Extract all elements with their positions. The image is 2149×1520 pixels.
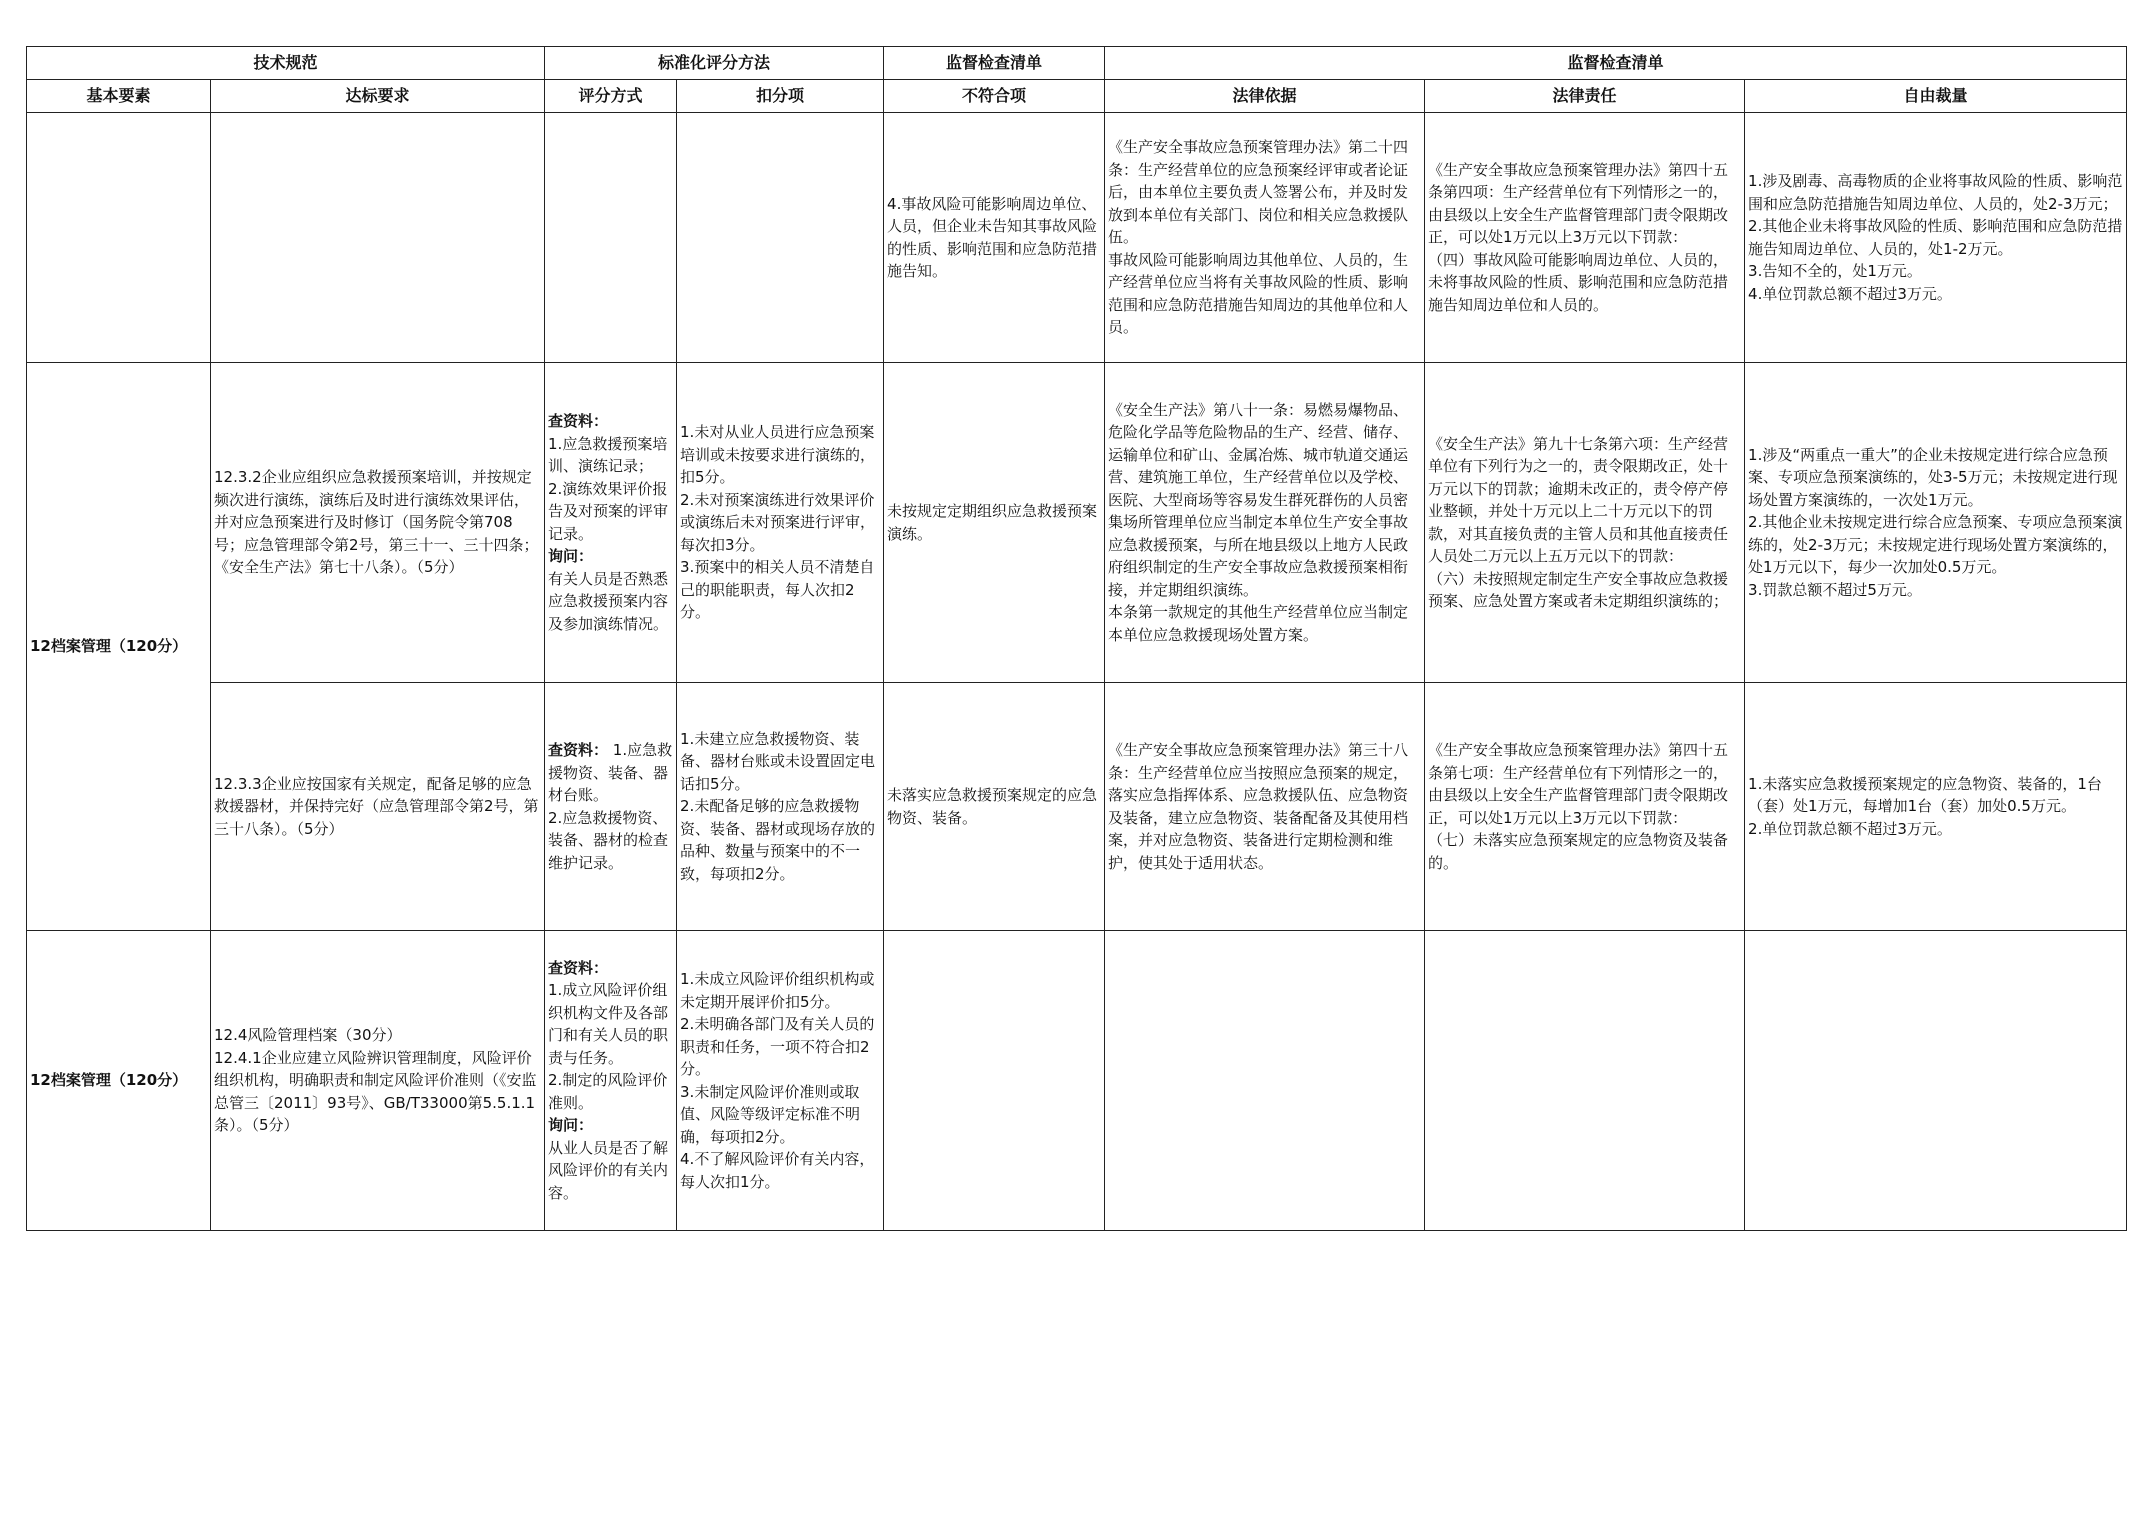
method-label: 查资料： 1.应急救援物资、装备、器材台账。	[548, 741, 673, 804]
method-line: 1.应急救援预案培训、演练记录；	[548, 434, 668, 475]
legal-basis-cell	[1105, 363, 1425, 683]
text-line: 4.事故风险可能影响周边单位、人员，但企业未告知其事故风险的性质、影响范围和应急防范措施告知。	[887, 194, 1098, 280]
noncompliance-text	[887, 193, 1101, 283]
text-line: 2.未配备足够的应急救援物资、装备、器材或现场存放的品种、数量与预案中的不一致，每项扣2分。	[680, 797, 876, 883]
discretion-text	[1748, 773, 2123, 841]
requirement-text	[214, 773, 541, 841]
deduction-cell	[677, 931, 884, 1231]
legal-liability-text	[1428, 739, 1741, 874]
inspection-table	[26, 46, 2127, 1231]
method-cell	[545, 363, 677, 683]
text-line: 12.3.2企业应组织应急救援预案培训，并按规定频次进行演练，演练后及时进行演练效果评估，并对应急预案进行及时修订（国务院令第708号；应急管理部令第2号，第三十一、三十四条；《安全生产法》第七十八条）。（5分）	[214, 468, 539, 577]
method-line: 从业人员是否了解风险评价的有关内容。	[548, 1138, 669, 1202]
legal-liability-cell	[1425, 363, 1745, 683]
text-line: 未落实应急救援预案规定的应急物资、装备。	[887, 786, 1098, 827]
noncompliance-cell	[884, 683, 1105, 931]
method-cell	[545, 931, 677, 1231]
text-line: （四）事故风险可能影响周边单位、人员的，未将事故风险的性质、影响范围和应急防范措施告知周边单位和人员的。	[1428, 250, 1729, 314]
noncompliance-text	[887, 784, 1101, 829]
text-line: 2.未明确各部门及有关人员的职责和任务，一项不符合扣2分。	[680, 1015, 875, 1078]
text-line: （七）未落实应急预案规定的应急物资及装备的。	[1428, 831, 1729, 872]
header-discretion: 自由裁量	[1745, 80, 2127, 113]
legal-basis-text	[1108, 739, 1421, 874]
text-line: 3.预案中的相关人员不清楚自己的职能职责，每人次扣2分。	[680, 558, 875, 622]
header-group-score: 标准化评分方法	[545, 47, 884, 80]
discretion-cell	[1745, 931, 2127, 1231]
header-deduction: 扣分项	[677, 80, 884, 113]
text-line: 1.未建立应急救援物资、装备、器材台账或未设置固定电话扣5分。	[680, 729, 876, 793]
method-cell	[545, 683, 677, 931]
header-method: 评分方式	[545, 80, 677, 113]
discretion-cell	[1745, 683, 2127, 931]
requirement-text	[214, 1024, 541, 1137]
text-line: 3.告知不全的，处1万元。	[1748, 262, 1922, 280]
table-row	[27, 931, 2127, 1231]
header-group-check-1: 监督检查清单	[884, 47, 1105, 80]
requirement-text	[214, 466, 541, 579]
header-group-tech: 技术规范	[27, 47, 545, 80]
method-text	[548, 410, 673, 635]
text-line: 1.涉及“两重点一重大”的企业未按规定进行综合应急预案、专项应急预案演练的，处3-5万元；未按规定进行现场处置方案演练的，一次处1万元。	[1748, 445, 2118, 509]
table-row	[27, 113, 2127, 363]
legal-basis-cell	[1105, 113, 1425, 363]
header-element: 基本要素	[27, 80, 211, 113]
element-cell: 12档案管理（120分）	[27, 363, 211, 931]
method-text	[548, 739, 673, 874]
requirement-cell	[211, 683, 545, 931]
element-cell	[27, 113, 211, 363]
text-line: （六）未按照规定制定生产安全事故应急救援预案、应急处置方案或者未定期组织演练的；	[1428, 569, 1729, 610]
discretion-cell	[1745, 363, 2127, 683]
text-line: 1.涉及剧毒、高毒物质的企业将事故风险的性质、影响范围和应急防范措施告知周边单位、人员的，处2-3万元；	[1748, 172, 2123, 213]
legal-liability-cell	[1425, 683, 1745, 931]
text-line: 《生产安全事故应急预案管理办法》第四十五条第七项：生产经营单位有下列情形之一的，由县级以上安全生产监督管理部门责令限期改正，可以处1万元以上3万元以下罚款：	[1428, 741, 1729, 827]
header-noncompliance: 不符合项	[884, 80, 1105, 113]
deduction-cell	[677, 363, 884, 683]
legal-liability-cell	[1425, 113, 1745, 363]
text-line: 2.单位罚款总额不超过3万元。	[1748, 819, 1952, 838]
table-row	[27, 363, 2127, 683]
element-cell: 12档案管理（120分）	[27, 931, 211, 1231]
deduction-text	[680, 968, 880, 1193]
deduction-cell	[677, 113, 884, 363]
text-line: 《安全生产法》第九十七条第六项：生产经营单位有下列行为之一的，责令限期改正，处十万元以下的罚款；逾期未改正的，责令停产停业整顿，并处十万元以上二十万元以下的罚款，对其直接负责的主管人员和其他直接责任人员处二万元以上五万元以下的罚款：	[1428, 434, 1729, 565]
text-line: 12.4.1企业应建立风险辨识管理制度，风险评价组织机构，明确职责和制定风险评价准则（《安监总管三〔2011〕93号》、GB/T33000第5.5.1.1条）。（5分）	[214, 1048, 537, 1135]
method-text	[548, 957, 673, 1205]
method-line: 有关人员是否熟悉应急救援预案内容及参加演练情况。	[548, 569, 669, 633]
text-line: 《安全生产法》第八十一条：易燃易爆物品、危险化学品等危险物品的生产、经营、储存、运输单位和矿山、金属冶炼、城市轨道交通运营、建筑施工单位，生产经营单位以及学校、医院、大型商场等容易发生群死群伤的人员密集场所管理单位应当制定本单位生产安全事故应急救援预案，与所在地县级以上地方人民政府组织制定的生产安全事故应急救援预案相衔接，并定期组织演练。	[1108, 400, 1409, 599]
legal-basis-cell	[1105, 683, 1425, 931]
requirement-cell	[211, 113, 545, 363]
requirement-cell	[211, 931, 545, 1231]
text-line: 2.其他企业未按规定进行综合应急预案、专项应急预案演练的，处2-3万元；未按规定进行现场处置方案演练的，处1万元以下，每少一次加处0.5万元。	[1748, 513, 2123, 577]
discretion-cell	[1745, 113, 2127, 363]
requirement-cell	[211, 363, 545, 683]
method-line: 1.成立风险评价组织机构文件及各部门和有关人员的职责与任务。	[548, 981, 669, 1067]
legal-liability-text	[1428, 433, 1741, 613]
text-line: 《生产安全事故应急预案管理办法》第四十五条第四项：生产经营单位有下列情形之一的，由县级以上安全生产监督管理部门责令限期改正，可以处1万元以上3万元以下罚款：	[1428, 160, 1729, 247]
noncompliance-cell	[884, 931, 1105, 1231]
method-line: 2.演练效果评价报告及对预案的评审记录。	[548, 479, 669, 543]
text-line: 4.不了解风险评价有关内容，每人次扣1分。	[680, 1150, 875, 1191]
text-line: 3.罚款总额不超过5万元。	[1748, 580, 1922, 599]
text-line: 事故风险可能影响周边其他单位、人员的，生产经营单位应当将有关事故风险的性质、影响范围和应急防范措施告知周边的其他单位和人员。	[1108, 250, 1409, 337]
method-line: 2.制定的风险评价准则。	[548, 1071, 668, 1112]
text-line: 3.未制定风险评价准则或取值、风险等级评定标准不明确，每项扣2分。	[680, 1082, 861, 1146]
text-line: 12.3.3企业应按国家有关规定，配备足够的应急救援器材，并保持完好（应急管理部令第2号，第三十八条）。（5分）	[214, 774, 539, 838]
text-line: 《生产安全事故应急预案管理办法》第三十八条：生产经营单位应当按照应急预案的规定，落实应急指挥体系、应急救援队伍、应急物资及装备，建立应急物资、装备配备及其使用档案，并对应急物资、装备进行定期检测和维护，使其处于适用状态。	[1108, 741, 1409, 872]
deduction-text	[680, 421, 880, 624]
text-line: 2.其他企业未将事故风险的性质、影响范围和应急防范措施告知周边单位、人员的，处1-2万元。	[1748, 217, 2123, 258]
noncompliance-text	[887, 500, 1101, 545]
text-line: 12.4风险管理档案（30分）	[214, 1026, 402, 1045]
text-line: 4.单位罚款总额不超过3万元。	[1748, 284, 1952, 303]
text-line: 1.未对从业人员进行应急预案培训或未按要求进行演练的，扣5分。	[680, 423, 876, 487]
legal-basis-text	[1108, 136, 1421, 339]
method-label: 询问：	[548, 1116, 594, 1135]
method-line: 2.应急救援物资、装备、器材的检查维护记录。	[548, 808, 669, 872]
header-requirement: 达标要求	[211, 80, 545, 113]
header-legal-liability: 法律责任	[1425, 80, 1745, 113]
text-line: 1.未成立风险评价组织机构或未定期开展评价扣5分。	[680, 970, 875, 1011]
noncompliance-cell	[884, 113, 1105, 363]
text-line: 本条第一款规定的其他生产经营单位应当制定本单位应急救援现场处置方案。	[1108, 603, 1409, 644]
deduction-text	[680, 728, 880, 886]
text-line: 2.未对预案演练进行效果评价或演练后未对预案进行评审，每次扣3分。	[680, 490, 876, 554]
text-line: 1.未落实应急救援预案规定的应急物资、装备的，1台（套）处1万元，每增加1台（套）加处0.5万元。	[1748, 774, 2102, 816]
discretion-text	[1748, 444, 2123, 602]
legal-basis-cell	[1105, 931, 1425, 1231]
legal-liability-text	[1428, 159, 1741, 317]
legal-basis-text	[1108, 399, 1421, 647]
header-group-check-2: 监督检查清单	[1105, 47, 2127, 80]
legal-liability-cell	[1425, 931, 1745, 1231]
method-label: 询问：	[548, 547, 594, 565]
method-label: 查资料：	[548, 412, 609, 430]
text-line: 未按规定定期组织应急救援预案演练。	[887, 502, 1098, 543]
table-row	[27, 683, 2127, 931]
text-line: 《生产安全事故应急预案管理办法》第二十四条：生产经营单位的应急预案经评审或者论证后，由本单位主要负责人签署公布，并及时发放到本单位有关部门、岗位和相关应急救援队伍。	[1108, 138, 1409, 247]
header-legal-basis: 法律依据	[1105, 80, 1425, 113]
noncompliance-cell	[884, 363, 1105, 683]
method-label: 查资料：	[548, 958, 609, 977]
deduction-cell	[677, 683, 884, 931]
method-cell	[545, 113, 677, 363]
discretion-text	[1748, 170, 2123, 305]
